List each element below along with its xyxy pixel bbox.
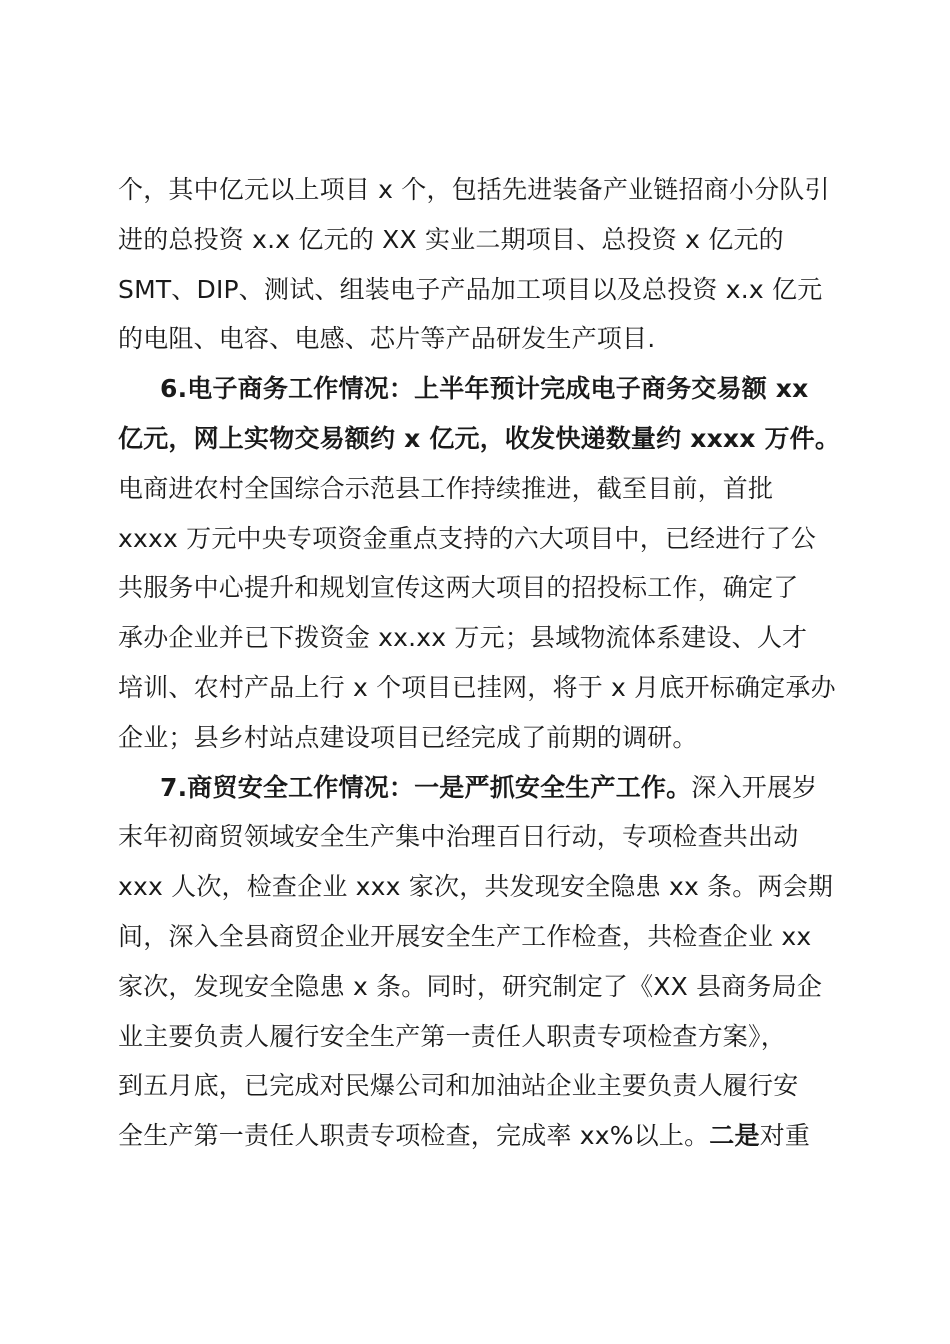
text-run: 培训、农村产品上行 x 个项目已挂网，将于 x 月底开标确定承办 (118, 672, 836, 702)
document-body (118, 165, 841, 1161)
text-run: 企业；县乡村站点建设项目已经完成了前期的调研。 (118, 722, 698, 752)
paragraph-investment-projects (118, 165, 832, 364)
text-run: 深入开展岁 (691, 772, 818, 802)
text-line (118, 763, 832, 813)
text-line (118, 215, 832, 265)
text-line (118, 464, 832, 514)
text-run: 个，其中亿元以上项目 x 个，包括先进装备产业链招商小分队引 (118, 175, 830, 204)
text-line (118, 962, 832, 1012)
text-run: 进的总投资 x.x 亿元的 XX 实业二期项目、总投资 x 亿元的 (118, 224, 784, 254)
text-line (118, 1111, 832, 1161)
text-line (118, 812, 832, 862)
text-run: xxx 人次，检查企业 xxx 家次，共发现安全隐患 xx 条。两会期 (118, 872, 834, 902)
bold-text-run: 7.商贸安全工作情况：一是严抓安全生产工作。 (160, 772, 692, 802)
text-line (118, 862, 832, 912)
text-run: 共服务中心提升和规划宣传这两大项目的招投标工作，确定了 (118, 573, 799, 603)
paragraph-ecommerce (118, 364, 841, 762)
text-line (118, 364, 832, 414)
text-run: 承办企业并已下拨资金 xx.xx 万元；县域物流体系建设、人才 (118, 623, 808, 653)
text-line (118, 314, 832, 364)
paragraph-trade-safety (118, 763, 832, 1161)
text-line (118, 414, 841, 464)
text-run: 间，深入全县商贸企业开展安全生产工作检查，共检查企业 xx (118, 921, 812, 951)
text-run: 末年初商贸领域安全生产集中治理百日行动，专项检查共出动 (118, 822, 799, 852)
text-run: 电商进农村全国综合示范县工作持续推进，截至目前，首批 (118, 473, 774, 503)
text-run: 对重 (759, 1121, 811, 1151)
text-run: 到五月底，已完成对民爆公司和加油站企业主要负责人履行安 (118, 1071, 799, 1101)
text-line (118, 1012, 832, 1062)
text-run: SMT、DIP、测试、组装电子产品加工项目以及总投资 x.x 亿元 (118, 274, 823, 304)
text-line (118, 713, 832, 763)
text-line (118, 265, 832, 315)
bold-text-run: 6.电子商务工作情况：上半年预计完成电子商务交易额 xx (160, 374, 809, 404)
bold-text-run: 二是 (709, 1121, 760, 1151)
text-run: xxxx 万元中央专项资金重点支持的六大项目中，已经进行了公 (118, 523, 817, 553)
text-run: 的电阻、电容、电感、芯片等产品研发生产项目. (118, 324, 656, 354)
text-line (118, 613, 832, 663)
text-line (118, 563, 832, 613)
text-run: 全生产第一责任人职责专项检查，完成率 xx%以上。 (118, 1121, 710, 1151)
text-line (118, 912, 832, 962)
text-line (118, 663, 836, 713)
text-run: 业主要负责人履行安全生产第一责任人职责专项检查方案》， (118, 1021, 786, 1051)
bold-text-run: 亿元，网上实物交易额约 x 亿元，收发快递数量约 xxxx 万件。 (118, 423, 841, 453)
text-line (118, 1061, 832, 1111)
text-run: 家次，发现安全隐患 x 条。同时，研究制定了《XX 县商务局企 (118, 971, 823, 1001)
text-line (118, 514, 832, 564)
text-line (118, 165, 832, 215)
